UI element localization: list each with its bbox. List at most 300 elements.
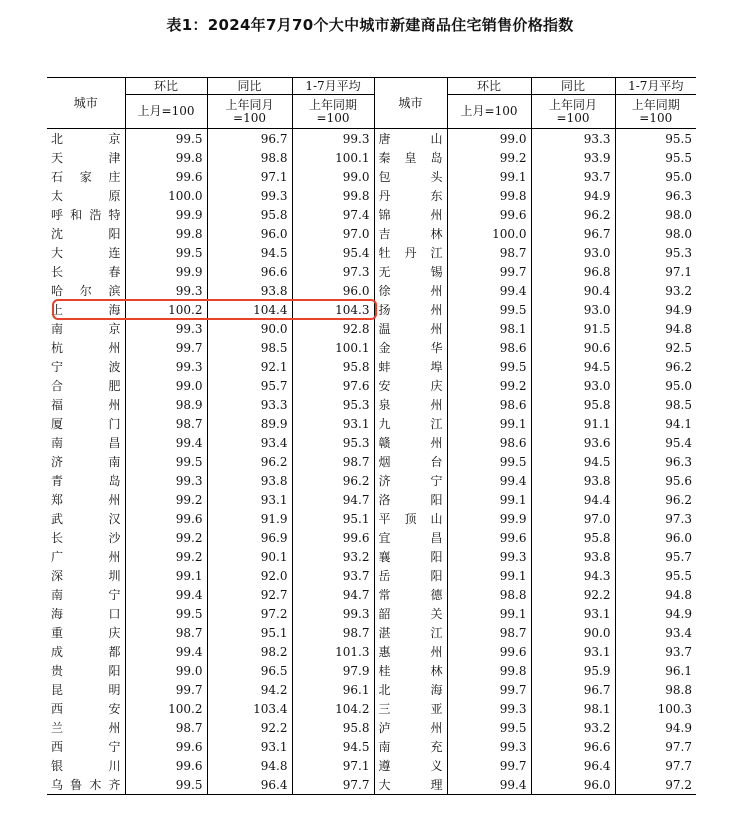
city-name [374, 642, 447, 661]
yoy-value: 95.8 [531, 528, 615, 547]
city-name [47, 205, 125, 224]
ytd-value: 104.2 [292, 699, 374, 718]
header-yoy-right: 同比 [531, 78, 615, 95]
city-name [374, 300, 447, 319]
table-row [47, 167, 696, 186]
table-row [47, 186, 696, 205]
mom-value: 99.3 [125, 357, 207, 376]
city-name [374, 433, 447, 452]
yoy-value: 91.5 [531, 319, 615, 338]
yoy-value: 96.7 [207, 129, 292, 149]
table-row [47, 699, 696, 718]
ytd-value: 99.3 [292, 604, 374, 623]
city-label: 常德 [378, 587, 443, 602]
ytd-value: 97.1 [292, 756, 374, 775]
city-label: 贵阳 [51, 663, 121, 678]
table-row [47, 528, 696, 547]
table-row [47, 718, 696, 737]
mom-value: 98.9 [125, 395, 207, 414]
ytd-value: 93.7 [292, 566, 374, 585]
city-label: 杭州 [51, 340, 121, 355]
city-name [47, 547, 125, 566]
city-label: 韶关 [378, 606, 443, 621]
mom-value: 99.6 [447, 205, 531, 224]
price-index-table [47, 77, 696, 795]
ytd-value: 95.7 [615, 547, 696, 566]
mom-value: 99.8 [125, 224, 207, 243]
ytd-value: 94.5 [292, 737, 374, 756]
city-label: 湛江 [378, 625, 443, 640]
ytd-value: 99.8 [292, 186, 374, 205]
city-name [374, 186, 447, 205]
city-name [374, 471, 447, 490]
ytd-value: 97.3 [615, 509, 696, 528]
city-label: 深圳 [51, 568, 121, 583]
city-label: 锦州 [378, 207, 443, 222]
ytd-value: 98.7 [292, 623, 374, 642]
yoy-value: 96.5 [207, 661, 292, 680]
table-row [47, 737, 696, 756]
city-label: 济南 [51, 454, 121, 469]
table-row [47, 129, 696, 149]
city-name [47, 281, 125, 300]
city-name [47, 414, 125, 433]
mom-value: 99.4 [125, 585, 207, 604]
city-label: 长沙 [51, 530, 121, 545]
city-label: 太原 [51, 188, 121, 203]
city-name [374, 737, 447, 756]
mom-value: 98.7 [447, 623, 531, 642]
city-label: 乌鲁木齐 [51, 777, 121, 792]
ytd-value: 101.3 [292, 642, 374, 661]
ytd-value: 97.1 [615, 262, 696, 281]
header-yoy-base-right [531, 95, 615, 129]
table-row [47, 471, 696, 490]
table-row [47, 490, 696, 509]
mom-value: 99.3 [125, 319, 207, 338]
ytd-value: 97.7 [615, 756, 696, 775]
city-label: 丹东 [378, 188, 443, 203]
yoy-value: 89.9 [207, 414, 292, 433]
city-name [47, 319, 125, 338]
city-name [374, 604, 447, 623]
table-row [47, 642, 696, 661]
city-label: 大理 [378, 777, 443, 792]
mom-value: 99.5 [125, 129, 207, 149]
table-row [47, 509, 696, 528]
yoy-value: 96.0 [531, 775, 615, 795]
header-ytd-right: 1-7月平均 [615, 78, 696, 95]
yoy-value: 93.3 [207, 395, 292, 414]
mom-value: 99.1 [447, 414, 531, 433]
city-label: 西宁 [51, 739, 121, 754]
ytd-value: 94.9 [615, 604, 696, 623]
mom-value: 99.7 [447, 680, 531, 699]
city-name [374, 490, 447, 509]
mom-value: 98.6 [447, 395, 531, 414]
ytd-value: 99.0 [292, 167, 374, 186]
yoy-value: 96.4 [531, 756, 615, 775]
city-label: 宁波 [51, 359, 121, 374]
mom-value: 98.7 [125, 623, 207, 642]
mom-value: 99.5 [447, 452, 531, 471]
yoy-value: 96.0 [207, 224, 292, 243]
city-label: 北海 [378, 682, 443, 697]
city-label: 呼和浩特 [51, 207, 121, 222]
yoy-value: 95.9 [531, 661, 615, 680]
city-label: 哈尔滨 [51, 283, 121, 298]
yoy-value: 97.2 [207, 604, 292, 623]
ytd-value: 95.1 [292, 509, 374, 528]
yoy-value: 93.8 [207, 281, 292, 300]
city-label: 广州 [51, 549, 121, 564]
yoy-value: 90.0 [531, 623, 615, 642]
yoy-value: 96.7 [531, 224, 615, 243]
city-label: 天津 [51, 150, 121, 165]
mom-value: 99.8 [447, 186, 531, 205]
mom-value: 99.7 [125, 338, 207, 357]
mom-value: 98.1 [447, 319, 531, 338]
city-name [47, 452, 125, 471]
ytd-value: 95.4 [292, 243, 374, 262]
city-label: 上海 [51, 302, 121, 317]
yoy-value: 93.9 [531, 148, 615, 167]
city-label: 平顶山 [378, 511, 443, 526]
ytd-value: 97.2 [615, 775, 696, 795]
ytd-value: 94.9 [615, 718, 696, 737]
mom-value: 99.6 [125, 509, 207, 528]
city-name [47, 566, 125, 585]
ytd-value: 92.5 [615, 338, 696, 357]
city-label: 西安 [51, 701, 121, 716]
ytd-value: 95.0 [615, 167, 696, 186]
yoy-value: 92.0 [207, 566, 292, 585]
yoy-value: 96.2 [207, 452, 292, 471]
mom-value: 98.8 [447, 585, 531, 604]
mom-value: 100.2 [125, 300, 207, 319]
mom-value: 99.3 [447, 547, 531, 566]
mom-value: 99.5 [447, 300, 531, 319]
yoy-value: 91.1 [531, 414, 615, 433]
mom-value: 99.6 [125, 167, 207, 186]
ytd-value: 97.7 [615, 737, 696, 756]
city-name [374, 262, 447, 281]
yoy-value: 96.4 [207, 775, 292, 795]
mom-value: 99.3 [447, 699, 531, 718]
ytd-value: 98.5 [615, 395, 696, 414]
ytd-value: 97.6 [292, 376, 374, 395]
city-label: 南京 [51, 321, 121, 336]
yoy-value: 93.6 [531, 433, 615, 452]
city-name [47, 737, 125, 756]
city-name [47, 376, 125, 395]
city-label: 秦皇岛 [378, 150, 443, 165]
yoy-value: 93.1 [207, 737, 292, 756]
city-label: 包头 [378, 169, 443, 184]
city-name [47, 756, 125, 775]
table-row [47, 547, 696, 566]
yoy-value: 93.3 [531, 129, 615, 149]
table-row [47, 433, 696, 452]
city-name [47, 718, 125, 737]
table-row [47, 661, 696, 680]
yoy-value: 92.1 [207, 357, 292, 376]
ytd-value: 97.4 [292, 205, 374, 224]
yoy-value: 92.7 [207, 585, 292, 604]
city-label: 桂林 [378, 663, 443, 678]
city-label: 福州 [51, 397, 121, 412]
yoy-value: 90.6 [531, 338, 615, 357]
ytd-value: 99.6 [292, 528, 374, 547]
city-label: 牡丹江 [378, 245, 443, 260]
mom-value: 98.6 [447, 433, 531, 452]
yoy-value: 94.2 [207, 680, 292, 699]
city-label: 唐山 [378, 131, 443, 146]
mom-value: 99.1 [447, 566, 531, 585]
city-label: 南宁 [51, 587, 121, 602]
table-row [47, 452, 696, 471]
city-label: 泸州 [378, 720, 443, 735]
header-ytd-base-left [292, 95, 374, 129]
city-name [374, 528, 447, 547]
mom-value: 98.7 [447, 243, 531, 262]
ytd-value: 97.9 [292, 661, 374, 680]
yoy-value: 93.8 [207, 471, 292, 490]
ytd-base-line2: =100 [316, 110, 350, 125]
city-label: 青岛 [51, 473, 121, 488]
yoy-value: 94.5 [207, 243, 292, 262]
city-label: 洛阳 [378, 492, 443, 507]
city-label: 厦门 [51, 416, 121, 431]
yoy-value: 96.2 [531, 205, 615, 224]
header-mom-base-left: 上月=100 [125, 95, 207, 129]
mom-value: 99.1 [447, 490, 531, 509]
ytd-value: 96.2 [615, 490, 696, 509]
table-row [47, 756, 696, 775]
mom-value: 99.4 [447, 471, 531, 490]
yoy-value: 98.5 [207, 338, 292, 357]
city-label: 烟台 [378, 454, 443, 469]
city-name [374, 205, 447, 224]
yoy-value: 95.8 [531, 395, 615, 414]
ytd-value: 94.9 [615, 300, 696, 319]
yoy-value: 90.0 [207, 319, 292, 338]
city-name [47, 148, 125, 167]
mom-value: 99.4 [447, 281, 531, 300]
yoy-value: 98.2 [207, 642, 292, 661]
yoy-value: 99.3 [207, 186, 292, 205]
mom-value: 99.5 [125, 452, 207, 471]
city-label: 北京 [51, 131, 121, 146]
city-name [374, 718, 447, 737]
table-row [47, 604, 696, 623]
table-row [47, 243, 696, 262]
mom-value: 99.2 [125, 490, 207, 509]
mom-value: 99.0 [447, 129, 531, 149]
yoy-value: 94.9 [531, 186, 615, 205]
ytd-value: 98.7 [292, 452, 374, 471]
ytd-value: 98.0 [615, 205, 696, 224]
ytd-value: 93.1 [292, 414, 374, 433]
city-label: 九江 [378, 416, 443, 431]
city-name [374, 566, 447, 585]
yoy-value: 93.4 [207, 433, 292, 452]
city-name [47, 509, 125, 528]
city-label: 遵义 [378, 758, 443, 773]
city-label: 宜昌 [378, 530, 443, 545]
mom-value: 99.8 [447, 661, 531, 680]
city-label: 昆明 [51, 682, 121, 697]
city-label: 襄阳 [378, 549, 443, 564]
city-name [374, 319, 447, 338]
mom-value: 99.3 [125, 281, 207, 300]
city-name [374, 129, 447, 149]
city-label: 济宁 [378, 473, 443, 488]
city-name [374, 357, 447, 376]
city-label: 武汉 [51, 511, 121, 526]
yoy-value: 92.2 [207, 718, 292, 737]
city-label: 银川 [51, 758, 121, 773]
table-row [47, 319, 696, 338]
header-ytd-base-right [615, 95, 696, 129]
city-name [374, 148, 447, 167]
mom-value: 99.9 [125, 205, 207, 224]
city-name [47, 661, 125, 680]
city-label: 泉州 [378, 397, 443, 412]
yoy-value: 93.7 [531, 167, 615, 186]
mom-value: 100.0 [447, 224, 531, 243]
table-row [47, 566, 696, 585]
city-name [374, 376, 447, 395]
yoy-value: 91.9 [207, 509, 292, 528]
mom-value: 99.7 [447, 756, 531, 775]
city-name [47, 433, 125, 452]
city-label: 赣州 [378, 435, 443, 450]
yoy-value: 93.1 [207, 490, 292, 509]
city-name [374, 243, 447, 262]
table-row [47, 357, 696, 376]
city-label: 温州 [378, 321, 443, 336]
mom-value: 99.6 [447, 528, 531, 547]
mom-value: 99.6 [125, 756, 207, 775]
yoy-value: 97.0 [531, 509, 615, 528]
yoy-value: 104.4 [207, 300, 292, 319]
city-name [374, 680, 447, 699]
mom-value: 99.5 [447, 718, 531, 737]
ytd-value: 94.7 [292, 585, 374, 604]
ytd-value: 100.1 [292, 338, 374, 357]
city-name [47, 585, 125, 604]
ytd-value: 96.2 [615, 357, 696, 376]
ytd-value: 95.3 [292, 433, 374, 452]
yoy-value: 95.1 [207, 623, 292, 642]
header-mom-base-right: 上月=100 [447, 95, 531, 129]
ytd-value: 100.3 [615, 699, 696, 718]
yoy-value: 96.7 [531, 680, 615, 699]
table-row [47, 148, 696, 167]
ytd-value: 96.1 [292, 680, 374, 699]
mom-value: 99.2 [447, 376, 531, 395]
yoy-value: 97.1 [207, 167, 292, 186]
ytd-value: 93.2 [615, 281, 696, 300]
mom-value: 99.5 [447, 357, 531, 376]
mom-value: 99.1 [447, 167, 531, 186]
city-label: 长春 [51, 264, 121, 279]
ytd-value: 93.7 [615, 642, 696, 661]
mom-value: 99.1 [125, 566, 207, 585]
ytd-value: 96.3 [615, 452, 696, 471]
yoy-base-line2: =100 [233, 110, 266, 125]
yoy-value: 93.2 [531, 718, 615, 737]
ytd-value: 95.8 [292, 357, 374, 376]
city-name [47, 528, 125, 547]
city-name [374, 167, 447, 186]
city-label: 徐州 [378, 283, 443, 298]
mom-value: 99.3 [447, 737, 531, 756]
city-label: 郑州 [51, 492, 121, 507]
city-name [47, 167, 125, 186]
yoy-value: 96.6 [531, 737, 615, 756]
city-label: 沈阳 [51, 226, 121, 241]
ytd-value: 96.1 [615, 661, 696, 680]
ytd-value: 95.4 [615, 433, 696, 452]
ytd-value: 94.7 [292, 490, 374, 509]
header-yoy-left: 同比 [207, 78, 292, 95]
city-name [374, 281, 447, 300]
mom-value: 99.2 [125, 528, 207, 547]
city-name [47, 490, 125, 509]
city-label: 重庆 [51, 625, 121, 640]
mom-value: 99.5 [125, 243, 207, 262]
city-name [47, 699, 125, 718]
ytd-value: 95.5 [615, 566, 696, 585]
city-label: 海口 [51, 606, 121, 621]
city-name [47, 471, 125, 490]
city-name [374, 509, 447, 528]
yoy-value: 93.0 [531, 376, 615, 395]
city-label: 无锡 [378, 264, 443, 279]
yoy-value: 96.6 [207, 262, 292, 281]
city-name [47, 262, 125, 281]
yoy-value: 95.7 [207, 376, 292, 395]
mom-value: 99.6 [125, 737, 207, 756]
table-row [47, 775, 696, 795]
ytd-value: 99.3 [292, 129, 374, 149]
yoy-value: 96.9 [207, 528, 292, 547]
mom-value: 99.2 [447, 148, 531, 167]
ytd-value: 95.3 [292, 395, 374, 414]
yoy-base-line2: =100 [556, 110, 590, 125]
city-label: 蚌埠 [378, 359, 443, 374]
table-row [47, 395, 696, 414]
mom-value: 99.5 [125, 604, 207, 623]
header-ytd-left: 1-7月平均 [292, 78, 374, 95]
city-label: 成都 [51, 644, 121, 659]
mom-value: 100.0 [125, 186, 207, 205]
table-row [47, 262, 696, 281]
ytd-value: 104.3 [292, 300, 374, 319]
mom-value: 99.1 [447, 604, 531, 623]
city-name [374, 661, 447, 680]
ytd-base-line2: =100 [639, 110, 673, 125]
table-row [47, 414, 696, 433]
city-label: 三亚 [378, 701, 443, 716]
city-label: 合肥 [51, 378, 121, 393]
yoy-value: 93.0 [531, 243, 615, 262]
mom-value: 98.7 [125, 718, 207, 737]
mom-value: 99.5 [125, 775, 207, 795]
ytd-value: 97.0 [292, 224, 374, 243]
